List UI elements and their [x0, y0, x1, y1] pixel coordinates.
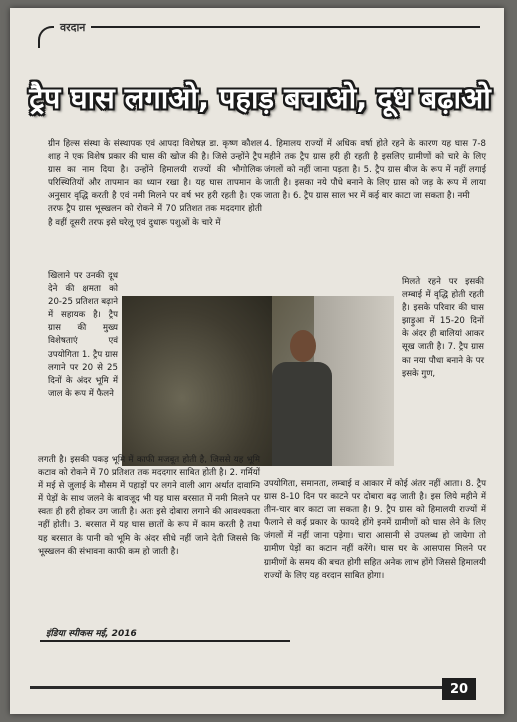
footer-rule [40, 640, 290, 642]
left-column-bottom [38, 454, 260, 559]
left-column-narrow [48, 270, 118, 401]
right-column-narrow [402, 276, 484, 381]
page-number: 20 [442, 678, 476, 700]
bottom-rule [30, 686, 442, 689]
magazine-page [10, 8, 504, 714]
article-headline: ट्रैप घास लगाओ, पहाड़ बचाओ, दूध बढ़ाओ [29, 80, 491, 115]
left-top-text: ग्रीन हिल्स संस्था के संस्थापक एवं आपदा विशेषज्ञ डा. कृष्ण कौशल शाह ने एक विशेष प्रकार की घास की खोज की है। जिसे उन्होंने ट्रैप ग्रास का नाम दिया है। उन्होंने हिमालयी राज्यों की भौगोलिक परिस्थितियों और तापमान का ध्यान रखा है। यह घास तापमान के अनुसार वृद्धि करती है एवं नमी मिलने पर वर्ष भर हरी रहती है। एक तरफ ट्रैप ग्रास भूस्खलन को रोकने में 70 प्रतिशत तक मददगार होती है वहीं दूसरी तरफ इसे घरेलू एवं दुधारू पशुओं के चारे में [48, 139, 262, 228]
person-body [272, 362, 332, 466]
right-narrow-text: मिलते रहने पर इसकी लम्बाई में वृद्धि होती रहती है। इसके परिवार की घास झाड़ुआ में 15-20 दिनों के अंदर ही बालियां आकर सूख जाती है। 7. ट्रैप ग्रास का नया पौधा बनाने के पर इसके गुण, [402, 277, 484, 379]
right-column-bottom [264, 478, 486, 583]
footer-publication: इंडिया स्पीकस मई, 2016 [46, 629, 137, 639]
right-top-text: 4. हिमालय राज्यों में अधिक वर्षा होते रहने के कारण यह घास 7-8 महीने तक ट्रैप ग्रास हरी ही रहती है इसलिए ग्रामीणों को चारे के लिए जंगलों को नहीं जाना पड़ता है। 5. ट्रैप ग्रास बीज के रूप में नहीं लगाई जाती है। इसका नये पौधे बनाने के लिए ग्रास को जड़ के रूप में लाया जाता है। 6. ट्रैप ग्रास साल भर में कई बार काटा जा सकता है। नमी [264, 139, 486, 202]
right-bottom-text: उपयोगिता, समानता, लम्बाई व आकार में कोई अंतर नहीं आता। 8. ट्रैप ग्रास 8-10 दिन पर काटने पर दोबारा बढ़ जाती है। इस लिये महीने में तीन-चार बार काटा जा सकता है। 9. ट्रैप ग्रास को हिमालयी राज्यों में फैलाने से कई प्रकार के फायदे होंगे इनमें ग्रामीणों को घास लेने के लिए जंगलों में नहीं जाना पड़ेगा। चारा आसानी से उपलब्ध हो जायेगा तो ग्रामीण पेड़ों का कटान नहीं करेंगे। घास घर के आसपास मिलने पर ग्रामीणों के समय की बचत होगी सहित अनेक लाभ होंगे जिससे हिमालयी राज्यों के लिए यह वरदान साबित होगा। [264, 479, 486, 581]
article-photo [122, 296, 394, 466]
left-narrow-text: खिलाने पर उनकी दूध देने की क्षमता को 20-25 प्रतिशत बढ़ाने में सहायक है। ट्रैप ग्रास की मुख्य विशेषताएं एवं उपयोगिता 1. ट्रैप ग्रास लगाने पर 20 से 25 दिनों के अंदर भूमि में जाल के रूप में फैलने [48, 271, 118, 399]
rock-wall [122, 296, 272, 466]
person-head [290, 330, 316, 362]
section-label: वरदान [54, 20, 91, 35]
left-bottom-text: लगती है। इसकी पकड़ भूमि में काफी मजबूत होती है, जिससे यह भूमि कटाव को रोकने में 70 प्रतिशत तक मददगार साबित होती है। 2. गर्मियों में मई से जुलाई के मौसम में पहाड़ों पर लगने वाली आग अर्थात दावाग्नि में पेड़ों के साथ जलने के बावजूद भी यह घास बरसात में नमी मिलने पर स्वतः ही हरी होकर उग जाती है। अतः इसे दोबारा लगाने की आवश्यकता नहीं होती। 3. बरसात में यह घास छातों के रूप में काम करती है तथा यह बरसात के पानी को भूमि के अंदर सीधे नहीं जाने देती जिससे कि भूस्खलन की संभावना काफी कम हो जाती है। [38, 455, 260, 557]
section-border [38, 26, 480, 48]
right-column-top [264, 138, 486, 203]
left-column-top [48, 138, 262, 230]
